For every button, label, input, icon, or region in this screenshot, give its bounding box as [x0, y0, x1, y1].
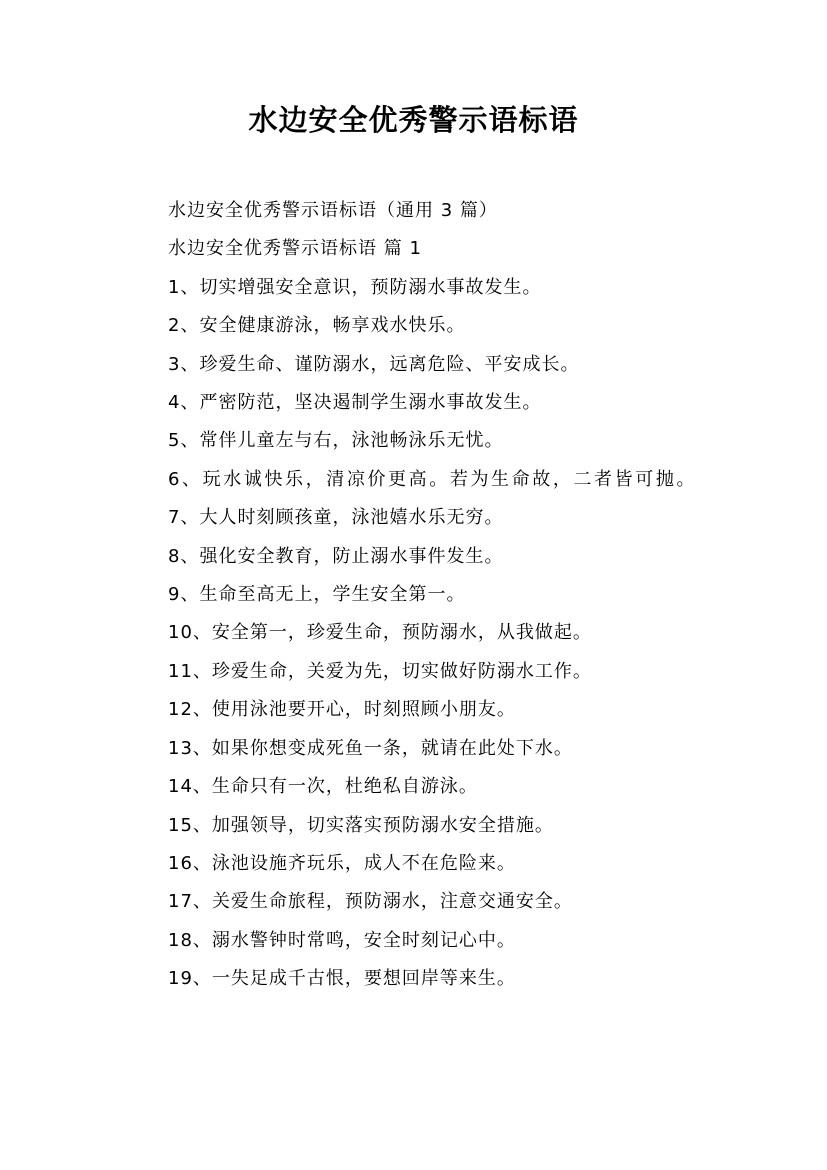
list-item: 19、一失足成千古恨，要想回岸等来生。: [168, 968, 516, 990]
list-item: 13、如果你想变成死鱼一条，就请在此处下水。: [168, 737, 573, 759]
section-heading: 水边安全优秀警示语标语 篇 1: [168, 238, 422, 260]
list-item: 6、玩水诚快乐，清凉价更高。若为生命故，二者皆可抛。: [168, 468, 698, 490]
document-subtitle: 水边安全优秀警示语标语（通用 3 篇）: [168, 200, 498, 221]
list-item: 8、强化安全教育，防止溺水事件发生。: [168, 545, 504, 567]
list-item: 15、加强领导，切实落实预防溺水安全措施。: [168, 814, 554, 836]
list-item: 11、珍爱生命，关爱为先，切实做好防溺水工作。: [168, 660, 592, 682]
list-item: 5、常伴儿童左与右，泳池畅泳乐无忧。: [168, 430, 504, 452]
list-item: 7、大人时刻顾孩童，泳池嬉水乐无穷。: [168, 507, 504, 529]
document-title: 水边安全优秀警示语标语: [248, 103, 579, 137]
list-item: 1、切实增强安全意识，预防溺水事故发生。: [168, 276, 542, 298]
document-body: [130, 192, 710, 999]
list-item: 4、严密防范，坚决遏制学生溺水事故发生。: [168, 392, 542, 414]
list-item: 12、使用泳池要开心，时刻照顾小朋友。: [168, 699, 516, 721]
list-item: 18、溺水警钟时常鸣，安全时刻记心中。: [168, 929, 516, 951]
list-item: 2、安全健康游泳，畅享戏水快乐。: [168, 315, 466, 337]
list-item: 10、安全第一，珍爱生命，预防溺水，从我做起。: [168, 622, 592, 644]
list-item: 17、关爱生命旅程，预防溺水，注意交通安全。: [168, 891, 573, 913]
list-item: 9、生命至高无上，学生安全第一。: [168, 584, 466, 606]
list-item: 16、泳池设施齐玩乐，成人不在危险来。: [168, 852, 516, 874]
list-item: 3、珍爱生命、谨防溺水，远离危险、平安成长。: [168, 353, 580, 375]
list-item: 14、生命只有一次，杜绝私自游泳。: [168, 776, 478, 798]
